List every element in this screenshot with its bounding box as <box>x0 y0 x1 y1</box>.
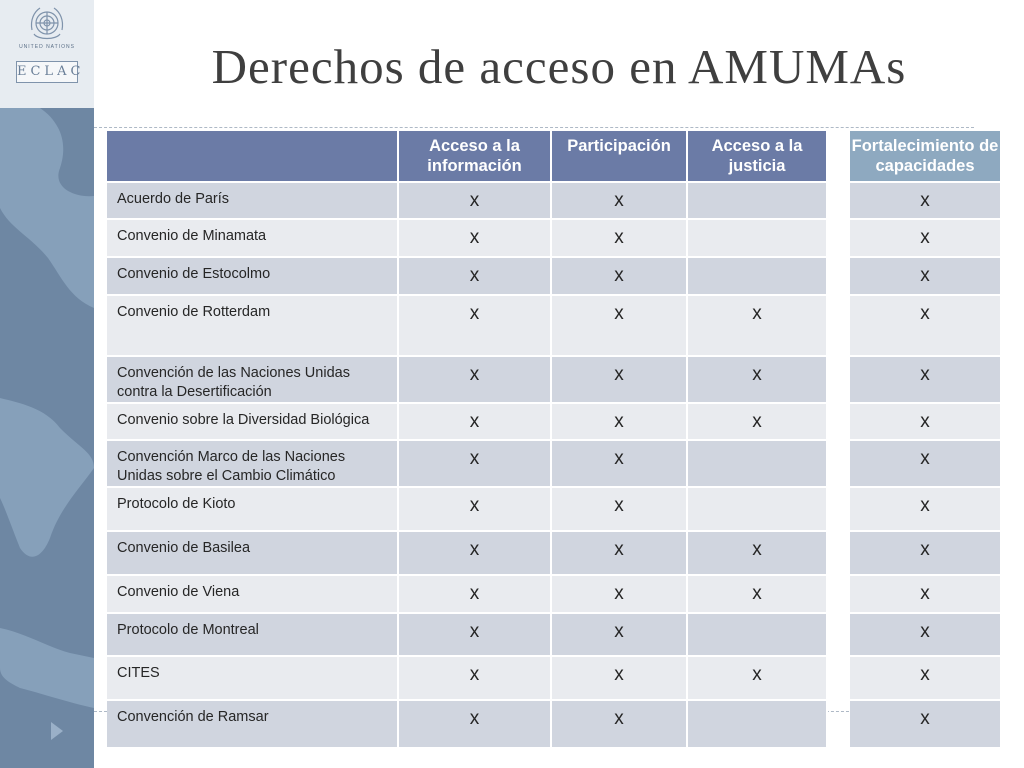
participation-mark: x <box>552 441 688 488</box>
access-information-mark: x <box>399 532 552 576</box>
capacity-building-mark: x <box>850 614 1002 657</box>
world-map-silhouette <box>0 108 94 768</box>
capacity-row <box>850 183 1002 220</box>
agreement-name: Protocolo de Kioto <box>107 488 399 532</box>
agreement-name: Convenio de Minamata <box>107 220 399 258</box>
access-information-mark: x <box>399 183 552 220</box>
access-justice-mark: x <box>688 404 828 441</box>
agreement-name: Convenio de Viena <box>107 576 399 614</box>
table-row <box>107 296 828 357</box>
capacity-building-mark: x <box>850 576 1002 614</box>
capacity-building-mark: x <box>850 441 1002 488</box>
participation-mark: x <box>552 357 688 404</box>
access-justice-mark <box>688 258 828 296</box>
participation-mark: x <box>552 614 688 657</box>
capacity-row <box>850 576 1002 614</box>
access-information-mark: x <box>399 701 552 749</box>
agreement-name: Convenio de Basilea <box>107 532 399 576</box>
capacity-row <box>850 258 1002 296</box>
capacity-building-mark: x <box>850 258 1002 296</box>
agreement-name: Protocolo de Montreal <box>107 614 399 657</box>
access-information-mark: x <box>399 220 552 258</box>
table-row <box>107 258 828 296</box>
capacity-building-mark: x <box>850 220 1002 258</box>
header-capacity-building: Fortalecimiento de capacidades <box>850 131 1002 183</box>
capacity-row <box>850 357 1002 404</box>
access-justice-mark <box>688 441 828 488</box>
access-justice-mark <box>688 488 828 532</box>
header-participation: Participación <box>552 131 688 183</box>
capacity-building-mark: x <box>850 296 1002 357</box>
agreement-name: Convenio de Rotterdam <box>107 296 399 357</box>
participation-mark: x <box>552 258 688 296</box>
capacity-building-mark: x <box>850 701 1002 749</box>
access-justice-mark <box>688 614 828 657</box>
header-access-justice: Acceso a la justicia <box>688 131 828 183</box>
capacity-row <box>850 404 1002 441</box>
access-information-mark: x <box>399 657 552 701</box>
capacity-building-mark: x <box>850 183 1002 220</box>
capacity-row <box>850 614 1002 657</box>
access-justice-mark <box>688 220 828 258</box>
capacity-row <box>850 701 1002 749</box>
participation-mark: x <box>552 488 688 532</box>
capacity-building-mark: x <box>850 488 1002 532</box>
participation-mark: x <box>552 576 688 614</box>
logo-panel <box>0 0 94 108</box>
table-row <box>107 441 828 488</box>
next-arrow-icon <box>51 722 63 740</box>
access-information-mark: x <box>399 441 552 488</box>
access-information-mark: x <box>399 357 552 404</box>
capacity-row <box>850 220 1002 258</box>
table-row <box>107 220 828 258</box>
participation-mark: x <box>552 404 688 441</box>
participation-mark: x <box>552 701 688 749</box>
capacity-row <box>850 296 1002 357</box>
table-row <box>107 404 828 441</box>
table-row <box>107 357 828 404</box>
un-emblem-icon <box>26 4 68 44</box>
table-row <box>107 701 828 749</box>
table-row <box>107 657 828 701</box>
access-justice-mark: x <box>688 532 828 576</box>
access-justice-mark: x <box>688 576 828 614</box>
agreement-name: Convenio sobre la Diversidad Biológica <box>107 404 399 441</box>
left-decorative-bar <box>0 0 94 768</box>
header-agreement <box>107 131 399 183</box>
access-justice-mark: x <box>688 657 828 701</box>
agreement-name: Acuerdo de París <box>107 183 399 220</box>
access-information-mark: x <box>399 576 552 614</box>
access-justice-mark: x <box>688 296 828 357</box>
table-row <box>107 532 828 576</box>
eclac-logo: ECLAC <box>16 61 78 83</box>
access-justice-mark: x <box>688 357 828 404</box>
capacity-row <box>850 657 1002 701</box>
agreement-name: CITES <box>107 657 399 701</box>
capacity-building-mark: x <box>850 357 1002 404</box>
agreement-name: Convención de las Naciones Unidas contra la Desertificación <box>107 357 399 404</box>
access-information-mark: x <box>399 488 552 532</box>
capacity-building-mark: x <box>850 657 1002 701</box>
table-row <box>107 488 828 532</box>
participation-mark: x <box>552 220 688 258</box>
participation-mark: x <box>552 296 688 357</box>
participation-mark: x <box>552 532 688 576</box>
divider-top <box>94 127 974 128</box>
capacity-header-row <box>850 131 1002 183</box>
participation-mark: x <box>552 183 688 220</box>
access-information-mark: x <box>399 404 552 441</box>
table-row <box>107 614 828 657</box>
access-information-mark: x <box>399 258 552 296</box>
access-information-mark: x <box>399 614 552 657</box>
access-justice-mark <box>688 183 828 220</box>
page-title: Derechos de acceso en AMUMAs <box>211 39 907 94</box>
capacity-row <box>850 488 1002 532</box>
participation-mark: x <box>552 657 688 701</box>
table-header-row <box>107 131 828 183</box>
un-caption: UNITED NATIONS <box>19 44 75 50</box>
table-row <box>107 183 828 220</box>
capacity-building-mark: x <box>850 532 1002 576</box>
agreement-name: Convención de Ramsar <box>107 701 399 749</box>
agreement-name: Convenio de Estocolmo <box>107 258 399 296</box>
header-access-information: Acceso a la información <box>399 131 552 183</box>
capacity-table <box>850 131 1002 749</box>
access-justice-mark <box>688 701 828 749</box>
capacity-row <box>850 441 1002 488</box>
agreement-name: Convención Marco de las Naciones Unidas sobre el Cambio Climático <box>107 441 399 488</box>
access-information-mark: x <box>399 296 552 357</box>
rights-table <box>107 131 828 749</box>
capacity-row <box>850 532 1002 576</box>
table-row <box>107 576 828 614</box>
capacity-building-mark: x <box>850 404 1002 441</box>
